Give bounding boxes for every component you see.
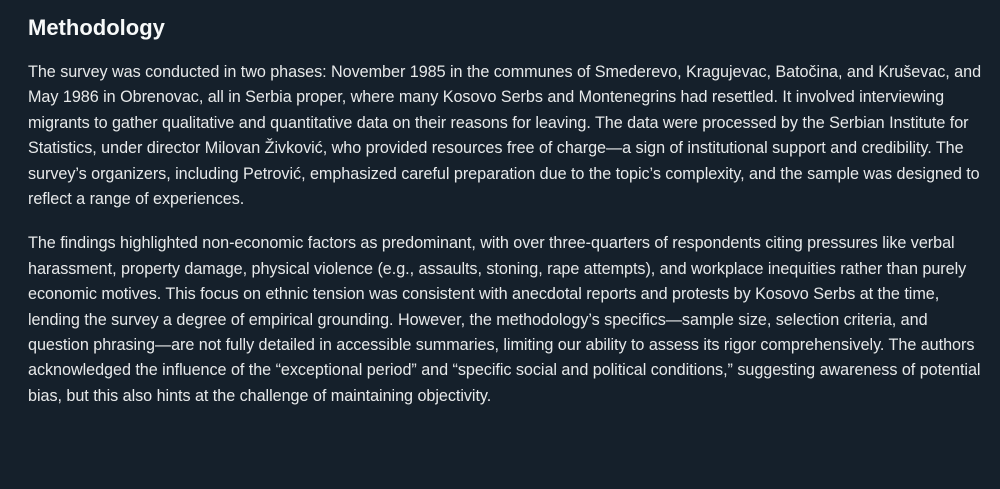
section-heading: Methodology: [28, 15, 165, 40]
methodology-section: [28, 12, 988, 428]
paragraph-survey-design: The survey was conducted in two phases: November 1985 in the communes of Smederevo, Kragujevac, Batočina, and Kruševac, and May 1986 in Obrenovac, all in Serbia proper, where many Kosovo Serbs and Montenegrins had resettled. It involved interviewing migrants to gather qualitative and quantitative data on their reasons for leaving. The data were processed by the Serbian Institute for Statistics, under director Milovan Živković, who provided resources free of charge—a sign of institutional support and credibility. The survey’s organizers, including Petrović, emphasized careful preparation due to the topic’s complexity, and the sample was designed to reflect a range of experiences.: [28, 63, 982, 209]
paragraph-findings: The findings highlighted non-economic factors as predominant, with over three-quarters of respondents citing pressures like verbal harassment, property damage, physical violence (e.g., assaults, stoning, rape attempts), and workplace inequities rather than purely economic motives. This focus on ethnic tension was consistent with anecdotal reports and protests by Kosovo Serbs at the time, lending the survey a degree of empirical grounding. However, the methodology’s specifics—sample size, selection criteria, and question phrasing—are not fully detailed in accessible summaries, limiting our ability to assess its rigor comprehensively. The authors acknowledged the influence of the “exceptional period” and “specific social and political conditions,” suggesting awareness of potential bias, but this also hints at the challenge of maintaining objectivity.: [28, 234, 981, 405]
